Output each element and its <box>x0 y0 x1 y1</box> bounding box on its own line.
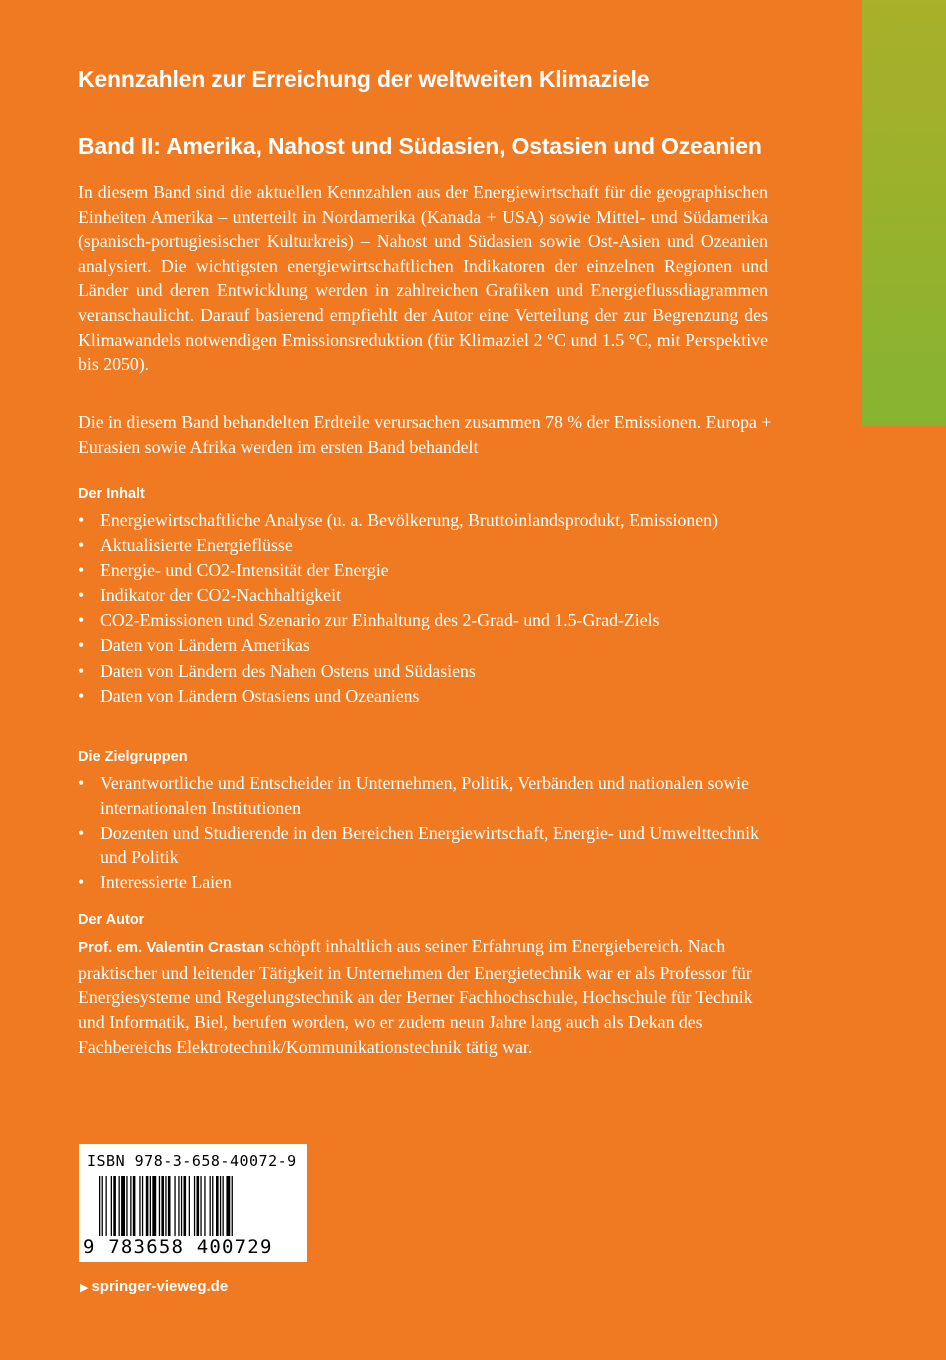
coverage-paragraph: Die in diesem Band behandelten Erdteile verursachen zusammen 78 % der Emissionen. Europa + Eurasien sowie Afrika werden im ersten Band behandelt <box>78 412 772 457</box>
author-bio: schöpft inhaltlich aus seiner Erfahrung im Energiebereich. Nach praktischer und leitender Tätigkeit in Unternehmen der Energietechnik war er als Professor für Energiesysteme und Regelungstechnik an der Berner Fachhochschule, Hochschule für Technik und Informatik, Biel, berufen worden, wo er zudem neun Jahre lang auch als Dekan des Fachbereichs Elektrotechnik/Kommunikationstechnik tätig war. <box>78 936 753 1057</box>
intro-paragraph: In diesem Band sind die aktuellen Kennzahlen aus der Energiewirtschaft für die geographischen Einheiten Amerika – unterteilt in Nordamerika (Kanada + USA) sowie Mittel- und Südamerika (spanisch-portugiesischer Kulturkreis) – Nahost und Südasien sowie Ost-Asien und Ozeanien analysiert. Die wichtigsten energiewirtschaftlichen Indikatoren der einzelnen Regionen und Länder und deren Entwicklung werden in zahlreichen Grafiken und Energieflussdiagrammen veranschaulicht. Darauf basierend empfiehlt der Autor eine Verteilung der zur Begrenzung des Klimawandels notwendigen Emissionsreduktion (für Klimaziel 2 °C und 1.5 °C, mit Perspektive bis 2050). <box>78 182 768 375</box>
publisher-link-text: springer-vieweg.de <box>91 1278 229 1295</box>
book-title: Kennzahlen zur Erreichung der weltweiten Klimaziele <box>78 66 650 92</box>
play-arrow-icon: ▶ <box>80 1282 89 1294</box>
barcode-bars <box>99 1176 289 1238</box>
inhalt-list <box>78 508 768 709</box>
inhalt-heading: Der Inhalt <box>78 486 145 502</box>
list-item: • Verantwortliche und Entscheider in Unternehmen, Politik, Verbänden und nationalen sowie internationalen Institutionen <box>78 771 768 820</box>
list-item: • Aktualisierte Energieflüsse <box>78 533 768 558</box>
list-item: • Daten von Ländern Amerikas <box>78 633 768 658</box>
publisher-link[interactable] <box>80 1278 228 1295</box>
list-item: • Energie- und CO2-Intensität der Energie <box>78 558 768 583</box>
list-item: • Interessierte Laien <box>78 870 768 895</box>
list-item: • Energiewirtschaftliche Analyse (u. a. Bevölkerung, Bruttoinlandsprodukt, Emissionen) <box>78 508 768 533</box>
autor-heading: Der Autor <box>78 912 145 928</box>
green-accent-bar <box>862 0 946 426</box>
isbn-barcode <box>79 1144 307 1262</box>
author-name: Prof. em. Valentin Crastan <box>78 939 264 956</box>
list-item: • Indikator der CO2-Nachhaltigkeit <box>78 583 768 608</box>
list-item: • Dozenten und Studierende in den Bereichen Energiewirtschaft, Energie- und Umwelttechnik und Politik <box>78 821 768 870</box>
book-subtitle: Band II: Amerika, Nahost und Südasien, Ostasien und Ozeanien <box>78 133 762 159</box>
author-paragraph <box>78 934 768 1060</box>
zielgruppen-heading: Die Zielgruppen <box>78 749 188 765</box>
barcode-digits: 9 783658 400729 <box>83 1236 273 1258</box>
list-item: • Daten von Ländern Ostasiens und Ozeaniens <box>78 684 768 709</box>
isbn-label: ISBN 978-3-658-40072-9 <box>87 1152 297 1170</box>
zielgruppen-list <box>78 771 768 895</box>
list-item: • Daten von Ländern des Nahen Ostens und Südasiens <box>78 659 768 684</box>
list-item: • CO2-Emissionen und Szenario zur Einhaltung des 2-Grad- und 1.5-Grad-Ziels <box>78 608 768 633</box>
